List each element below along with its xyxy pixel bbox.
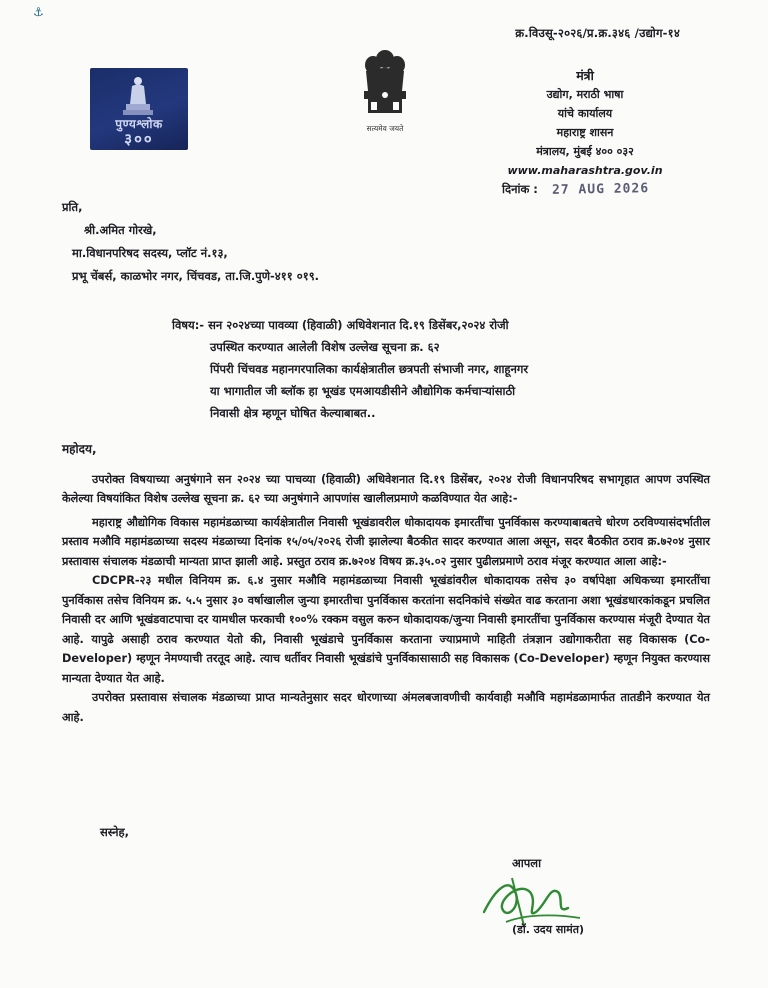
recipient-address xyxy=(62,196,319,288)
office-website: www.maharashtra.gov.in xyxy=(507,164,663,177)
date-line xyxy=(502,182,649,197)
logo-text: पुण्यश्लोक xyxy=(115,117,163,131)
recipient-name: श्री.अमित गोरखे, xyxy=(84,223,157,237)
subject-line: या भागातील जी ब्लॉक हा भूखंड एमआयडीसीने औद्योगिक कर्मचाऱ्यांसाठी xyxy=(210,384,516,398)
body-paragraph: CDCPR-२३ मधील विनियम क्र. ६.४ नुसार मऔवि महामंडळाच्या निवासी भूखंडांवरील धोकादायक तसेच ३० वर्षापेक्षा अधिकच्या इमारतींचा पुनर्विकास तसेच विनियम क्र. ५.५ नुसार ३० वर्षाखालील जुन्या इमारतीचा पुनर्विकास करतांना सदनिकांचे संख्येत वाढ करताना अशा भूखंडधारकांकडून प्रचलित निवासी दर आणि भूखंडवाटपाचा दर यामधील फरकाची १००% रक्कम वसुल करुन धोकादायक/जुन्या निवासी इमारतींचा पुनर्विकास करण्यास मंजूरी देण्यात येत आहे. यापुढे असाही ठराव करण्यात येतो की, निवासी भूखंडाचे पुनर्विकास करताना ज्याप्रमाणे माहिती तंत्रज्ञान उद्योगाकरीता सह विकासक (Co-Developer) म्हणून नेमण्याची तरतूद आहे. त्याच धर्तीवर निवासी भूखंडांचे पुनर्विकासासाठी सह विकासक (Co-Developer) म्हणून नियुक्त करण्यास मान्यता देण्यात येत आहे. xyxy=(62,574,710,685)
national-emblem-icon xyxy=(356,45,414,125)
signature-block xyxy=(472,852,632,942)
office-address: मंत्रालय, मुंबई ४०० ०३२ xyxy=(536,145,634,158)
recipient-line: मा.विधानपरिषद सदस्य, प्लॉट नं.१३, xyxy=(72,246,228,260)
subject-line: पिंपरी चिंचवड महानगरपालिका कार्यक्षेत्रातील छत्रपती संभाजी नगर, शाहूनगर xyxy=(210,362,529,376)
recipient-prefix: प्रति, xyxy=(62,200,83,214)
logo-number: ३०० xyxy=(124,130,154,148)
office-line: महाराष्ट्र शासन xyxy=(556,126,614,139)
closing: सस्नेह, xyxy=(100,825,130,839)
signature-salutation: आपला xyxy=(512,856,542,870)
letter-body xyxy=(62,440,710,727)
subject-block xyxy=(172,314,692,424)
office-department: उद्योग, मराठी भाषा xyxy=(546,88,624,101)
office-title: मंत्री xyxy=(576,68,594,83)
body-paragraph: उपरोक्त विषयाच्या अनुषंगाने सन २०२४ च्या पाचव्या (हिवाळी) अधिवेशनात दि.१९ डिसेंबर, २०२४ रोजी विधानपरिषद सभागृहात आपण उपस्थित केलेल्या विषयांकित विशेष उल्लेख सूचना क्र. ६२ च्या अनुषंगाने आपणांस खालीलप्रमाणे कळविण्यात येत आहे:- xyxy=(62,472,710,505)
office-line: यांचे कार्यालय xyxy=(557,107,613,120)
punyashlok-logo xyxy=(90,68,188,150)
date-label: दिनांक : xyxy=(502,182,538,196)
subject-line: निवासी क्षेत्र म्हणून घोषित केल्याबाबत.. xyxy=(210,406,376,420)
salutation: महोदय, xyxy=(62,442,97,456)
recipient-line: प्रभू चेंबर्स, काळभोर नगर, चिंचवड, ता.जि.पुणे-४११ ०१९. xyxy=(72,269,320,283)
office-block xyxy=(500,66,670,180)
body-paragraph: महाराष्ट्र औद्योगिक विकास महामंडळाच्या कार्यक्षेत्रातील निवासी भूखंडावरील धोकादायक इमारतींचा पुनर्विकास करण्याबाबतचे धोरण ठरविण्यासंदर्भातील प्रस्ताव मऔवि महामंडळाच्या सदस्य मंडळाच्या दिनांक १५/०५/२०२६ रोजी झालेल्या बैठकीत सादर करण्यात आला असून, सदर बैठकीत ठराव क्र.७२०४ नुसार प्रस्तावास संचालक मंडळाची मान्यता प्राप्त झाली आहे. प्रस्तुत ठराव क्र.७२०४ विषय क्र.३५.०२ नुसार पुढीलप्रमाणे ठराव मंजूर करण्यात आला आहे:- xyxy=(62,515,710,568)
anchor-icon: ⚓ xyxy=(33,5,44,19)
signatory-name: (डॉ. उदय सामंत) xyxy=(512,923,585,936)
body-paragraph: उपरोक्त प्रस्तावास संचालक मंडळाच्या प्राप्त मान्यतेनुसार सदर धोरणाच्या अंमलबजावणीची कार्यवाही मऔवि महामंडळामार्फत तातडीने करण्यात येत आहे. xyxy=(62,691,710,724)
emblem-motto: सत्यमेव जयते xyxy=(366,124,404,133)
subject-line: विषय:- सन २०२४च्या पावव्या (हिवाळी) अधिवेशनात दि.१९ डिसेंबर,२०२४ रोजी xyxy=(172,318,509,332)
statue-icon xyxy=(120,74,156,118)
date-stamp: 27 AUG 2026 xyxy=(551,181,650,198)
subject-line: उपस्थित करण्यात आलेली विशेष उल्लेख सूचना क्र. ६२ xyxy=(210,340,440,354)
reference-number: क्र.विउसू-२०२६/प्र.क्र.३४६ /उद्योग-१४ xyxy=(515,26,680,40)
